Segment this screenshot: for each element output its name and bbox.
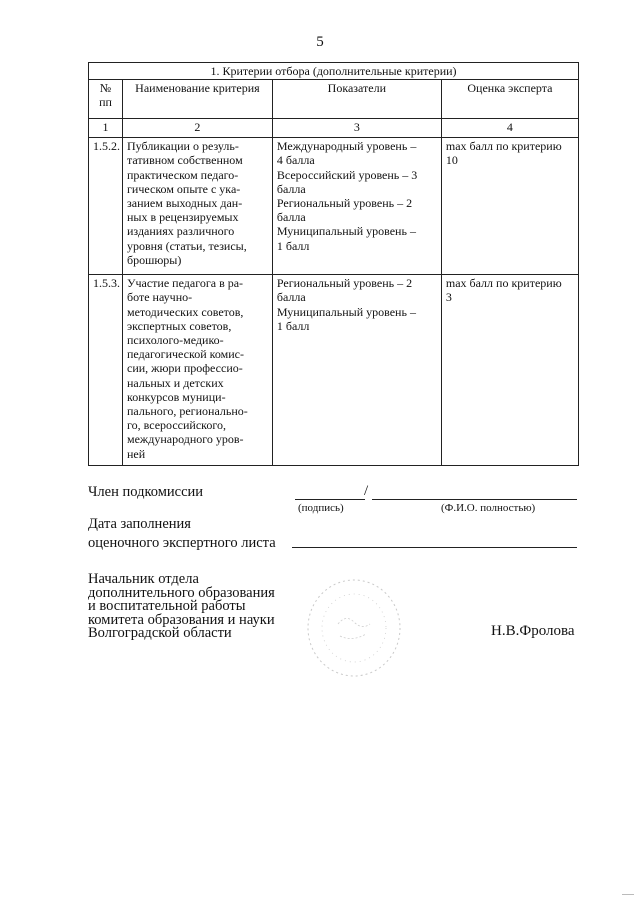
fio-line[interactable] xyxy=(372,499,577,500)
column-number: 4 xyxy=(441,119,578,138)
header-criterion-name: Наименование критерия xyxy=(123,80,273,119)
table-row xyxy=(89,275,579,466)
slash-separator: / xyxy=(364,483,369,499)
page-number: 5 xyxy=(316,34,324,50)
date-line[interactable] xyxy=(292,547,577,548)
row-score: max балл по критерию 10 xyxy=(441,138,578,275)
header-indicators: Показатели xyxy=(272,80,441,119)
row-num: 1.5.2. xyxy=(89,138,123,275)
head-name: Н.В.Фролова xyxy=(491,623,575,639)
scan-mark xyxy=(622,894,634,897)
member-label: Член подкомиссии xyxy=(88,484,204,500)
table-caption: 1. Критерии отбора (дополнительные критерии) xyxy=(89,63,579,80)
date-label-line1: Дата заполнения xyxy=(88,516,191,532)
date-label-line2: оценочного экспертного листа xyxy=(88,535,276,551)
row-criterion-name: Публикации о резуль- тативном собственном практическом педаго- гическом опыте с ука- занием выходных дан- ных в рецензируемых изданиях различного уровня (статьи, тезисы, брошюры) xyxy=(123,138,273,275)
fio-caption: (Ф.И.О. полностью) xyxy=(441,502,536,514)
table-row xyxy=(89,138,579,275)
row-indicators: Международный уровень – 4 балла Всероссийский уровень – 3 балла Региональный уровень – 2 балла Муниципальный уровень – 1 балл xyxy=(272,138,441,275)
header-num: № пп xyxy=(89,80,123,119)
row-num: 1.5.3. xyxy=(89,275,123,466)
column-number: 3 xyxy=(272,119,441,138)
row-indicators: Региональный уровень – 2 балла Муниципальный уровень – 1 балл xyxy=(272,275,441,466)
column-number: 1 xyxy=(89,119,123,138)
row-score: max балл по критерию 3 xyxy=(441,275,578,466)
row-criterion-name: Участие педагога в ра- боте научно- методических советов, экспертных советов, психолого-медико- педагогической комис- сии, жюри профессио- нальных и детских конкурсов муници- пального, регионально- го, всероссийского, международного уров- ней xyxy=(123,275,273,466)
criteria-table xyxy=(88,62,579,466)
stamp-seal-icon xyxy=(304,576,404,680)
header-expert-score: Оценка эксперта xyxy=(441,80,578,119)
signature-caption: (подпись) xyxy=(298,502,344,514)
signature-line[interactable] xyxy=(295,499,365,500)
head-title: Начальник отдела дополнительного образования и воспитательной работы комитета образования и науки Волгоградской области xyxy=(88,571,275,641)
column-number: 2 xyxy=(123,119,273,138)
